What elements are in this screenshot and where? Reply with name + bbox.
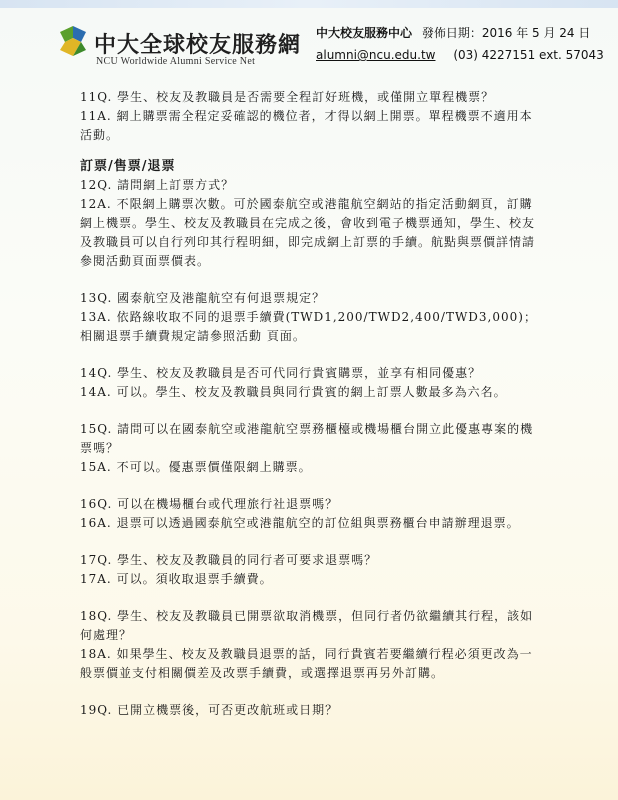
faq-question: 14Q. 學生、校友及教職員是否可代同行貴賓購票，並享有相同優惠？: [80, 366, 482, 380]
top-border-bar: [0, 0, 618, 8]
faq-answer: 13A. 依路線收取不同的退票手續費(TWD1,200/TWD2,400/TWD3,000)；相關退票手續費規定請參照活動 頁面。: [80, 310, 537, 343]
page-header: [0, 8, 618, 76]
contact-email-link[interactable]: alumni@ncu.edu.tw: [316, 48, 436, 62]
faq-question: 16Q. 可以在機場櫃台或代理旅行社退票嗎？: [80, 497, 339, 511]
faq-answer: 16A. 退票可以透過國泰航空或港龍航空的訂位組與票務櫃台申請辦理退票。: [80, 516, 520, 530]
faq-question: 13Q. 國泰航空及港龍航空有何退票規定？: [80, 291, 326, 305]
faq-answer: 17A. 可以。須收取退票手續費。: [80, 572, 273, 586]
logo-english-title: NCU Worldwide Alumni Service Net: [96, 56, 256, 67]
publish-date: 發佈日期：2016 年 5 月 24 日: [421, 26, 591, 40]
faq-question: 17Q. 學生、校友及教職員的同行者可要求退票嗎？: [80, 553, 378, 567]
contact-info: [316, 24, 614, 62]
logo-chinese-title: 中大全球校友服務網: [94, 33, 302, 58]
faq-answer: 14A. 可以。學生、校友及教職員與同行貴賓的網上訂票人數最多為六名。: [80, 385, 507, 399]
faq-answer: 12A. 不限網上購票次數。可於國泰航空或港龍航空網站的指定活動網頁，訂購網上機票。學生、校友及教職員在完成之後，會收到電子機票通知，學生、校友及教職員可以自行列印其行程明細，即完成網上訂票的手續。航點與票價詳情請參閱活動頁面票價表。: [80, 197, 536, 268]
ncu-logo-icon: [56, 24, 90, 58]
faq-answer: 18A. 如果學生、校友及教職員退票的話，同行貴賓若要繼續行程必須更改為一般票價並支付相關價差及改票手續費，或選擇退票再另外訂購。: [80, 647, 533, 680]
section-title-booking: 訂票/售票/退票: [80, 159, 176, 174]
faq-question: 11Q. 學生、校友及教職員是否需要全程訂好班機，或僅開立單程機票？: [80, 90, 495, 104]
faq-answer: 11A. 網上購票需全程定妥確認的機位者，才得以網上開票。單程機票不適用本活動。: [80, 109, 533, 142]
faq-question: 18Q. 學生、校友及教職員已開票欲取消機票，但同行者仍欲繼續其行程，該如何處理？: [80, 609, 534, 642]
faq-question: 19Q. 已開立機票後，可否更改航班或日期？: [80, 703, 339, 717]
faq-question: 12Q. 請問網上訂票方式？: [80, 178, 235, 192]
faq-answer: 15A. 不可以。優惠票價僅限網上購票。: [80, 460, 312, 474]
contact-phone: (03) 4227151 ext. 57043: [453, 48, 604, 62]
faq-content: [80, 88, 540, 720]
service-center-name: 中大校友服務中心: [316, 26, 413, 40]
faq-question: 15Q. 請問可以在國泰航空或港龍航空票務櫃檯或機場櫃台開立此優惠專案的機票嗎？: [80, 422, 534, 455]
